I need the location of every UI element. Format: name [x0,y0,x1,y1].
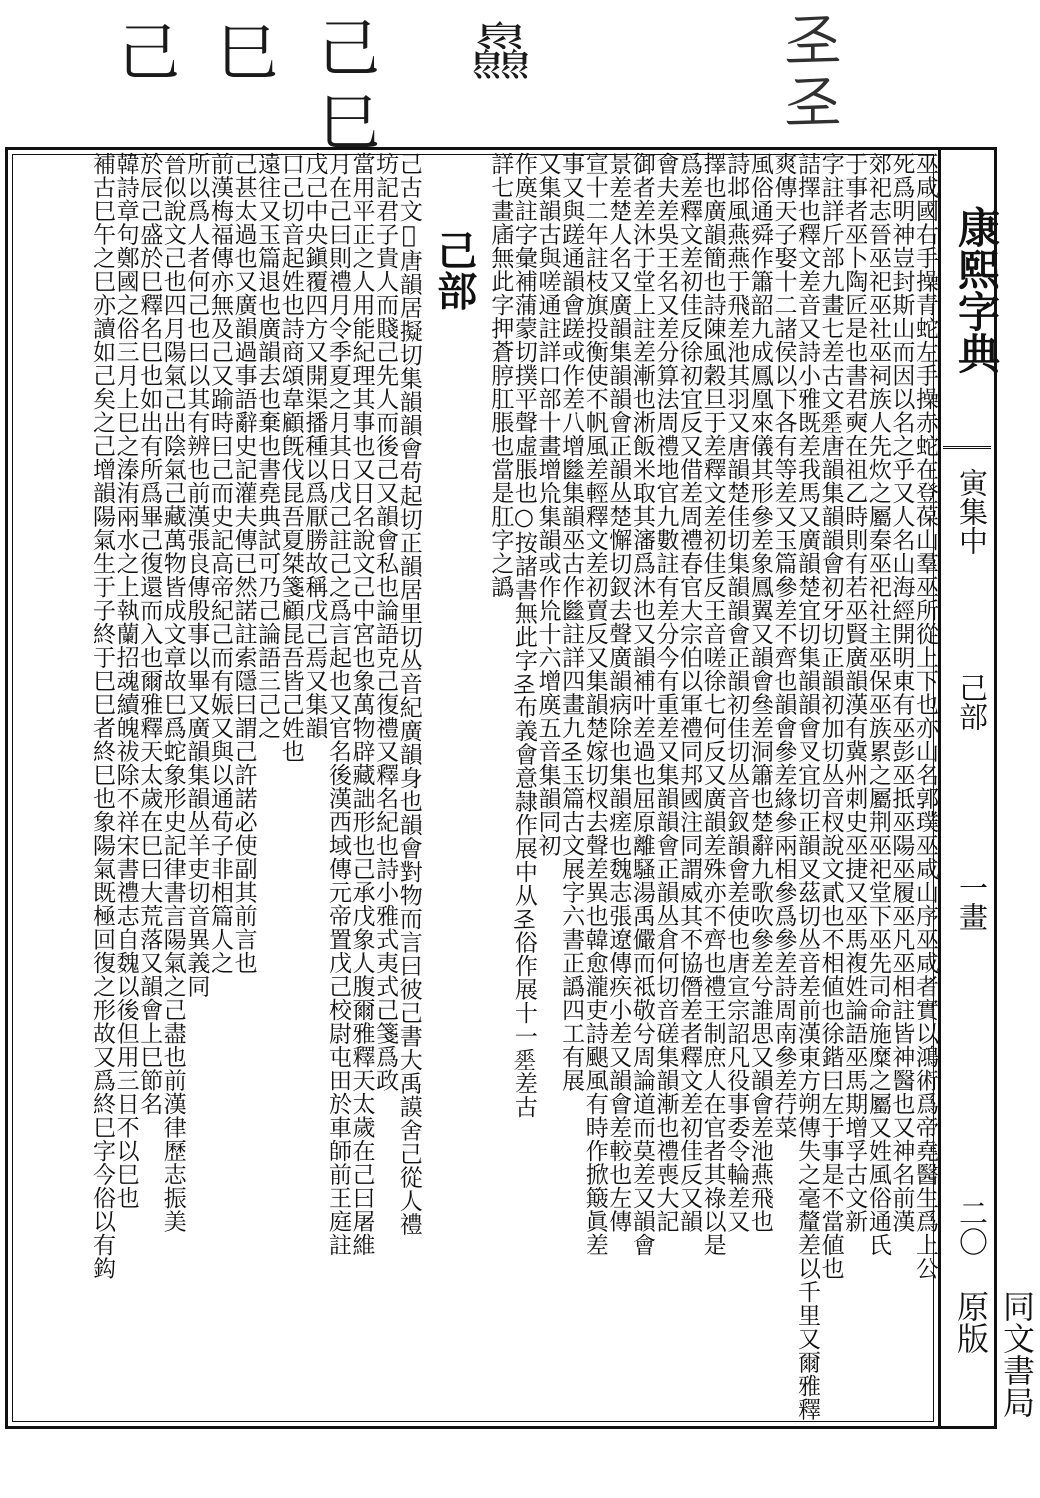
stroke-count-label: 一畫 [955,873,989,931]
text-column: 爲差釋文差初佳反徐初宜反又借差周禮春官大宗伯以軍禮同邦國注同謂威其不協僭差者釋文差初佳反又韻 [676,152,703,1233]
text-column: 補古巳午之巳亦讀如己矣之己增韻陽氣生于子終于巳巳者終巳也象陽氣既極回復之形故又爲終巳字今俗以有鈎 [89,152,115,1280]
text-column: 於辰己盛於巳釋名巳也如出有所爲畢己復還而入也爾雅釋天太歲在巳曰大荒落又韻會上巳節名 [136,152,163,1116]
dictionary-text-body [10,152,936,1422]
text-column: 前漢梅福傳亦無及己又踰時曰己而史記高帝紀己而有娠又與以通荀子非相篇人之 [206,152,233,975]
volume-label: 寅集中 [955,468,989,555]
text-column: 韓詩章句鄭國之俗三月上巳之溱洧兩水之上執蘭招魂續魄祓除不祥宋書禮志自魏以後但用三日不以巳也 [112,152,139,1210]
text-column: 于事者巫卜陶匠是也書君奭在祖乙時則有若巫賢廣韻漢有冀州刺史巫捷又巫馬複姓論語巫馬期增孚古文新 [841,152,868,1233]
text-column: 坊記君子貴人而賤己先人而後己又韻會私也論語克己復禮又釋名紀也詩小雅式夷式己箋爲政 [372,152,399,1092]
seal-glyph: 己 [318,12,381,85]
text-column: 巫咸國右手操青蛇左手操赤蛇在登葆山羣巫所從上下也亦山名郭璞巫咸山序巫咸者實以鴻術爲帝堯醫生爲上公 [912,152,938,1280]
seal-glyph: 𢀎 [470,16,533,89]
seal-glyph: 𢀖 [779,8,847,66]
book-info-sidebar [941,147,1036,1429]
text-column: 字註詳斤部九畫七差古文𢀩唐韻集韻韻會初牙切正韻初加切丛音杈說文貳也不相値也徐鍇曰左于事是不當値也 [817,152,844,1280]
text-column: 月在己曰則禮月令季夏之月其日戊己註己之爲言起也又官名後漢西域傳元帝置戊己校尉屯田於車師前王庭註 [324,152,351,1257]
page-number: 二〇 [955,1198,989,1256]
text-column: 景差楚人名又廣韻集韻韻會正韻丛楚懈切釵去聲廣韻病除也集韻瘥也魏志張遼傳疾小差又韻會差較也左傳 [605,152,632,1233]
column-spacer [420,152,428,1420]
text-column: 郊祀志晉巫祀巫社巫祠族人先炊之屬秦巫祀社主巫保巫族累之屬荆巫祀堂下巫先司命施糜之屬又姓風俗通氏 [864,152,891,1257]
text-column: 擇也廣韻簡也詩陳風穀旦于差釋文差初佳反王音嗟徐七何反又廣韻差殊亦不齊也禮王制庶人在官者其祿以是 [699,152,726,1257]
radical-section-heading: 己部 [430,230,478,311]
text-column: 己甚太過也又廣韻過事語辭史記灌夫傳已然諾註索隱曰謂己許諾必使副其前言也 [230,152,257,975]
text-column: 風俗通舜作簫韶九成鳳凰來儀其形參差象鳳翼又韻會叄差洞簫也楚辭九歌吹參差兮誰思又韻會差池燕飛也 [746,152,773,1233]
text-column: 晉似說文己也四月陽氣己出陰氣己藏萬物皆成文章故巳爲蛇象形史記律書言陽氣之己盡也前漢律歷志振美 [159,152,186,1233]
text-column: 爽傳天子娶十二諸侯以下各有等差又玉篇參差不齊也韻會參差緣參兩相參爲參差詩周南參差荇菜 [770,152,797,1139]
text-column: 事又與蹉通韻會蹉或作差八增㡭集韻巫古作㡭註詳四畫九𢀖玉篇古文展字六書正譌四工有展 [558,152,585,1092]
radical-label: 己部 [955,673,989,731]
text-column: 又集韻古與嗟通註詳口部十畫增㠩集韻或作㠩十六增㢍五音集韻同初 [534,152,561,857]
text-column: 己古文𢀳唐韻居擬切集韻韻會苟起切正韻居里切丛音紀廣韻身也韻會對物而言曰彼己書大禹謨舍己從人禮 [395,152,422,1236]
text-column: 戊己中央鎭覆四方又開渠播種以爲厭勝故稱戊己焉又集韻 [301,152,328,740]
text-column: 當用平正之人用能紀理其事也又日名說文己中宮也象萬物辟藏詘形也己承戊象人腹爾雅釋天太歲在己曰屠維 [348,152,375,1257]
text-column: 詩邶風燕燕于飛差池其羽又唐韻楚佳切集韻韻會正韻初佳切丛音釵韻會差使也唐宣宗詔凡役事委令輪差又 [723,152,750,1233]
text-column: 會夫差吳王名又差分算法周禮地官九數註有差分今有重差又集韻韻會正韻丛倉何切音磋集韻漸也禮喪大記 [652,152,679,1233]
sidebar-divider [943,446,991,449]
dictionary-title: 康熙字典 [952,206,1001,374]
seal-glyph: 巳 [216,16,279,89]
text-column: 所以爲人者何己也曰以其有辨也前漢張良傳殷事以畢又廣韻集韻丛羊吏切音異義同 [183,152,210,998]
seal-glyph: 巳 [318,86,381,159]
text-column: 詳七畫㢎無此字押蒼脝肛脹也當是肛字之譌 [487,152,514,599]
text-column: 遠往又玉篇退也廣韻去也棄也書堯典試可乃己論語三己之 [254,152,281,740]
text-column: 詰擇也釋文差音又詩小雅既差我馬又廣韻楚宜切集韻韻會叉宜切正韻叉茲切丛音差前漢東方朔傳失之毫釐差以千里又爾雅釋 [794,152,821,1421]
seal-glyph: 己 [118,16,181,89]
text-column: 宣十二年註枝旗投衡使不帆風差輕釋文差初賣反又集韻楚嫁切杈去聲差異也韓愈瀧吏詩颶風有時作掀簸眞差 [581,152,608,1257]
text-column: 口己切音起姓也詩商頌韋顧旣伐昆吾夏桀箋顧昆吾皆己姓也 [277,152,304,763]
publisher-label: 同文書局原版 [952,1290,1036,1418]
seal-glyph: 𢀖 [779,70,847,128]
text-column: 作㢍註字彙補蒲蒙切撲平聲虛脹也○按諸書無此字𢀖布義會意隷作展中从𢀖俗作展十一𢀩差古 [510,152,537,1119]
text-column: 御者差沐于堂上註差漸也淅飯米取其瀋爲沐也又韻補叶差過也屈原離騷湯禹儼而祗敬兮周論道而莫差又韻會 [628,152,655,1257]
text-column: 死爲明神豈封斯山而因以名之乎又人名山海經開明東有巫彭巫抵巫陽巫履巫凡巫相註皆神醫也又神名前漢 [888,152,915,1233]
